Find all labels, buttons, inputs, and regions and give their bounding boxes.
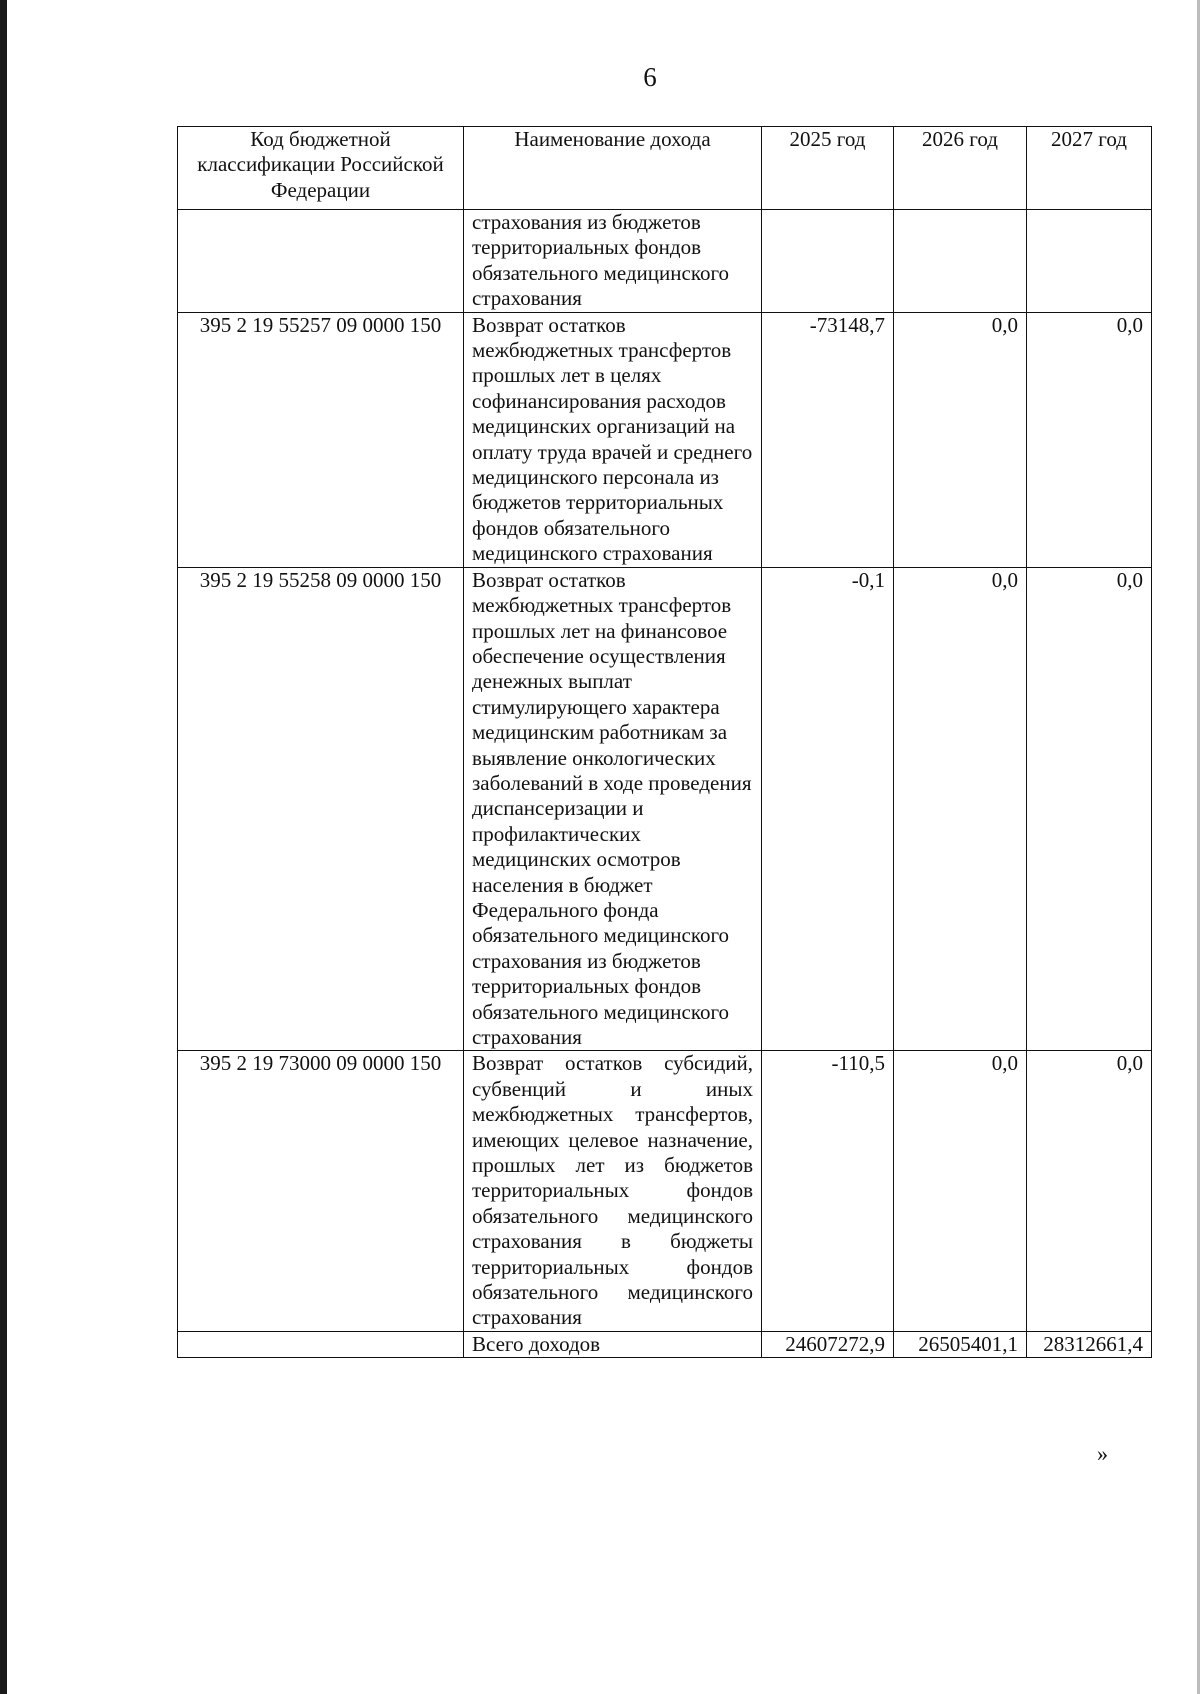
row-value-2026: 0,0 <box>894 312 1027 567</box>
header-name: Наименование дохода <box>464 127 762 210</box>
row-code: 395 2 19 55257 09 0000 150 <box>178 312 464 567</box>
header-2027: 2027 год <box>1027 127 1152 210</box>
row-code <box>178 210 464 313</box>
table-header-row <box>178 127 1152 210</box>
row-value-2027: 0,0 <box>1027 1051 1152 1331</box>
row-value-2027: 0,0 <box>1027 567 1152 1051</box>
row-name: Возврат остатков межбюджетных трансфертов прошлых лет на финансовое обеспечение осуществления денежных выплат стимулирующего характера медицинским работникам за выявление онкологических заболеваний в ходе проведения диспансеризации и профилактических медицинских осмотров населения в бюджет Федерального фонда обязательного медицинского страхования из бюджетов территориальных фондов обязательного медицинского страхования <box>464 567 762 1051</box>
total-2026: 26505401,1 <box>894 1331 1027 1357</box>
row-value-2025: -110,5 <box>762 1051 894 1331</box>
row-value-2025: -73148,7 <box>762 312 894 567</box>
closing-quote-mark: » <box>1097 1441 1108 1466</box>
total-2025: 24607272,9 <box>762 1331 894 1357</box>
row-value-2025: -0,1 <box>762 567 894 1051</box>
header-2025: 2025 год <box>762 127 894 210</box>
header-2026: 2026 год <box>894 127 1027 210</box>
row-value-2027: 0,0 <box>1027 312 1152 567</box>
row-name: Возврат остатков субсидий, субвенций и иных межбюджетных трансфертов, имеющих целевое назначение, прошлых лет из бюджетов территориальных фондов обязательного медицинского страхования в бюджеты территориальных фондов обязательного медицинского страхования <box>464 1051 762 1331</box>
header-code: Код бюджетной классификации Российской Федерации <box>178 127 464 210</box>
row-name: Возврат остатков межбюджетных трансфертов прошлых лет в целях софинансирования расходов медицинских организаций на оплату труда врачей и среднего медицинского персонала из бюджетов территориальных фондов обязательного медицинского страхования <box>464 312 762 567</box>
table-total-row <box>178 1331 1152 1357</box>
row-value-2027 <box>1027 210 1152 313</box>
scan-edge-left <box>0 0 7 1694</box>
row-value-2026: 0,0 <box>894 1051 1027 1331</box>
row-code: 395 2 19 73000 09 0000 150 <box>178 1051 464 1331</box>
row-name: страхования из бюджетов территориальных фондов обязательного медицинского страхования <box>464 210 762 313</box>
total-label: Всего доходов <box>464 1331 762 1357</box>
row-code: 395 2 19 55258 09 0000 150 <box>178 567 464 1051</box>
table-row <box>178 567 1152 1051</box>
row-value-2026: 0,0 <box>894 567 1027 1051</box>
total-2027: 28312661,4 <box>1027 1331 1152 1357</box>
table-row <box>178 210 1152 313</box>
row-value-2025 <box>762 210 894 313</box>
total-code <box>178 1331 464 1357</box>
table-row <box>178 1051 1152 1331</box>
page-number: 6 <box>643 62 657 92</box>
income-table <box>177 126 1152 1358</box>
row-value-2026 <box>894 210 1027 313</box>
table-row <box>178 312 1152 567</box>
